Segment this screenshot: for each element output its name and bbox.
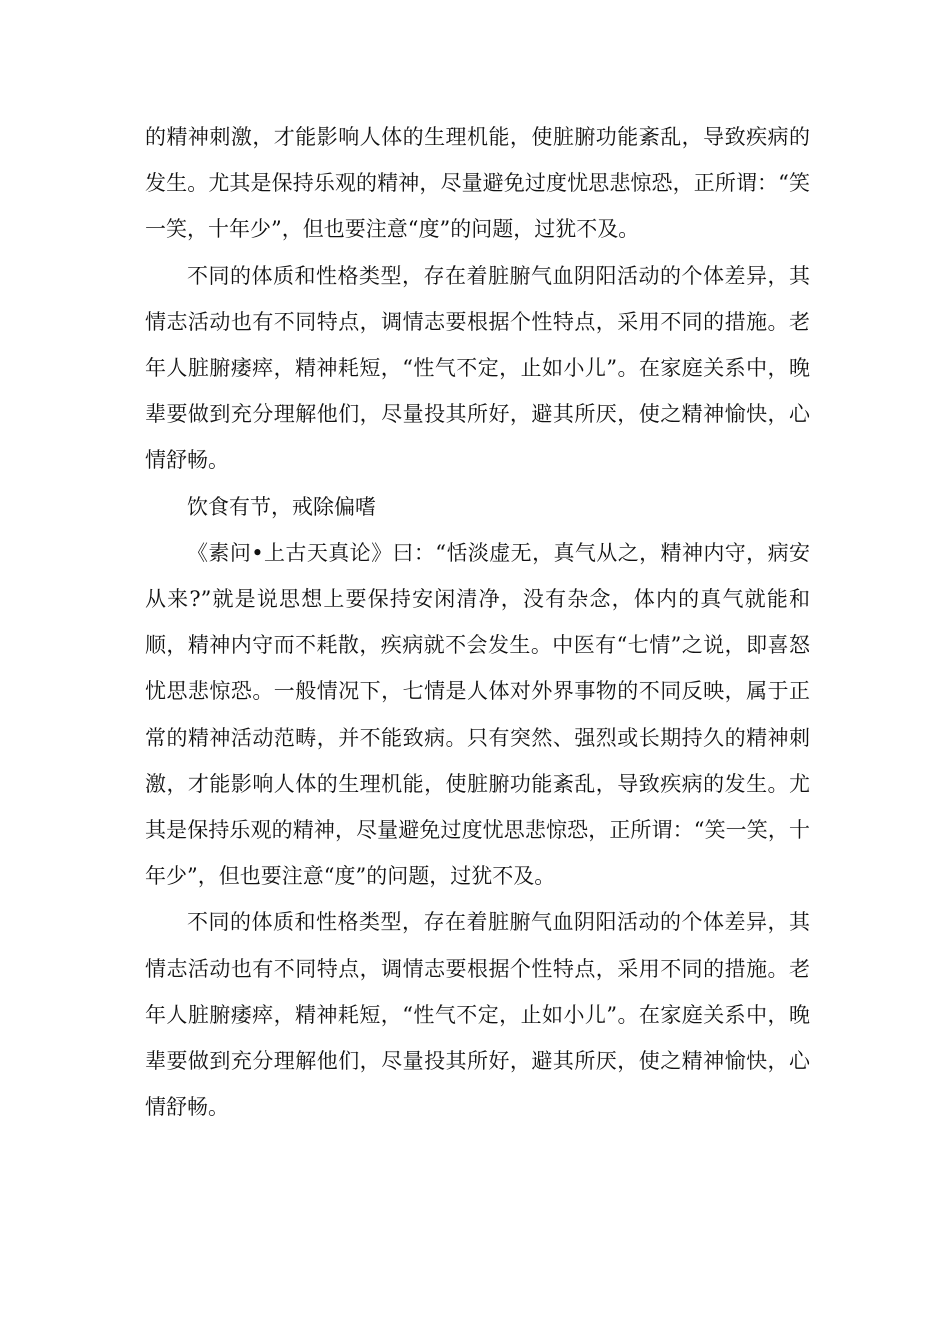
paragraph-temperament-repeat: 不同的体质和性格类型，存在着脏腑气血阴阳活动的个体差异，其情志活动也有不同特点，调情志要根据个性特点，采用不同的措施。老年人脏腑痿瘁，精神耗短，“性气不定，止如小儿”。在家庭关系中，晚辈要做到充分理解他们，尽量投其所好，避其所厌，使之精神愉快，心情舒畅。 [145, 910, 810, 1120]
section-heading-diet: 饮食有节，戒除偏嗜 [187, 494, 376, 519]
paragraph-continuation: 的精神刺激，才能影响人体的生理机能，使脏腑功能紊乱，导致疾病的发生。尤其是保持乐观的精神，尽量避免过度忧思悲惊恐，正所谓：“笑一笑，十年少”，但也要注意“度”的问题，过犹不及。 [145, 125, 810, 242]
document-body [145, 114, 810, 1130]
paragraph-temperament: 不同的体质和性格类型，存在着脏腑气血阴阳活动的个体差异，其情志活动也有不同特点，调情志要根据个性特点，采用不同的措施。老年人脏腑痿瘁，精神耗短，“性气不定，止如小儿”。在家庭关系中，晚辈要做到充分理解他们，尽量投其所好，避其所厌，使之精神愉快，心情舒畅。 [145, 263, 810, 473]
paragraph-suwen-quote: 《素问•上古天真论》曰：“恬淡虚无，真气从之，精神内守，病安从来?”就是说思想上要保持安闲清净，没有杂念，体内的真气就能和顺，精神内守而不耗散，疾病就不会发生。中医有“七情”之说，即喜怒忧思悲惊恐。一般情况下，七情是人体对外界事物的不同反映，属于正常的精神活动范畴，并不能致病。只有突然、强烈或长期持久的精神刺激，才能影响人体的生理机能，使脏腑功能紊乱，导致疾病的发生。尤其是保持乐观的精神，尽量避免过度忧思悲惊恐，正所谓：“笑一笑，十年少”，但也要注意“度”的问题，过犹不及。 [145, 540, 810, 889]
